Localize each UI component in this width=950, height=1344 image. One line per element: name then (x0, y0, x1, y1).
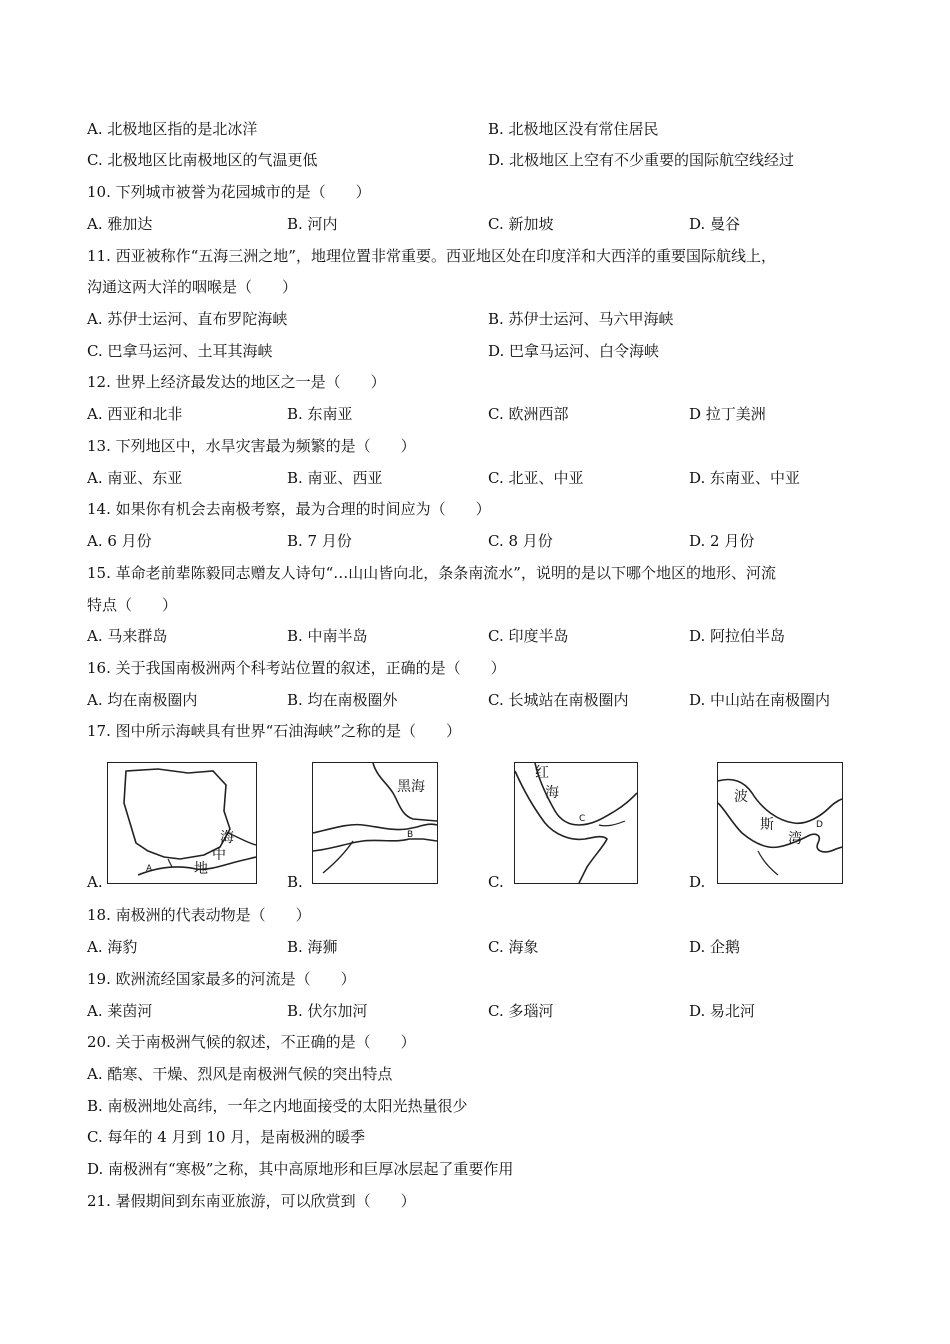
q11-option-b: B. 苏伊士运河、马六甲海峡 (488, 310, 674, 328)
q11-option-d: D. 巴拿马运河、白令海峡 (488, 342, 660, 360)
q17-map-b-cell (287, 756, 487, 891)
map-d-letter: D (816, 820, 823, 830)
q12-option-b: B. 东南亚 (287, 405, 353, 423)
q18-stem: 18. 南极洲的代表动物是（ ） (87, 906, 311, 924)
map-c-label-1: 红 (535, 765, 549, 781)
q13-option-d: D. 东南亚、中亚 (689, 469, 801, 487)
q11-option-c: C. 巴拿马运河、土耳其海峡 (87, 342, 273, 360)
map-c-label-2: 海 (545, 785, 559, 801)
q17-map-c-label: C. (488, 873, 504, 891)
q13-option-c: C. 北亚、中亚 (488, 469, 584, 487)
q11-stem-line2: 沟通这两大洋的咽喉是（ ） (87, 278, 298, 296)
q10-option-a: A. 雅加达 (87, 215, 153, 233)
map-d-label-3: 湾 (788, 831, 802, 847)
q9-option-a: A. 北极地区指的是北冰洋 (87, 120, 258, 138)
q20-option-b: B. 南极洲地处高纬，一年之内地面接受的太阳光热量很少 (87, 1097, 468, 1115)
q18-option-b: B. 海狮 (287, 938, 338, 956)
q15-option-c: C. 印度半岛 (488, 627, 569, 645)
q11-stem-line1: 11. 西亚被称作“五海三洲之地”，地理位置非常重要。西亚地区处在印度洋和大西洋的重要国际航线上， (87, 247, 776, 265)
map-b-bosporus-strait (313, 763, 437, 883)
q16-option-d: D. 中山站在南极圈内 (689, 691, 831, 709)
q9-option-d: D. 北极地区上空有不少重要的国际航空线经过 (488, 151, 795, 169)
q18-option-d: D. 企鹅 (689, 938, 741, 956)
q14-stem: 14. 如果你有机会去南极考察，最为合理的时间应为（ ） (87, 500, 491, 518)
map-d-strait-of-hormuz (718, 763, 842, 883)
q17-map-b-label: B. (287, 873, 303, 891)
q20-option-a: A. 酷寒、干燥、烈风是南极洲气候的突出特点 (87, 1065, 393, 1083)
q17-map-c-cell (488, 756, 688, 891)
q17-map-b (312, 762, 438, 884)
q17-map-options (87, 756, 867, 891)
q17-map-a (107, 762, 257, 884)
q17-map-d-label: D. (689, 873, 706, 891)
map-b-letter: B (407, 830, 414, 840)
map-a-strait-of-gibraltar (108, 763, 256, 883)
q19-option-c: C. 多瑙河 (488, 1002, 554, 1020)
q10-option-b: B. 河内 (287, 215, 338, 233)
map-c-bab-el-mandeb-strait (515, 763, 637, 883)
map-a-letter: A (146, 864, 153, 874)
q18-option-c: C. 海象 (488, 938, 539, 956)
q15-stem-line1: 15. 革命老前辈陈毅同志赠友人诗句“…山山皆向北，条条南流水”，说明的是以下哪个地区的地形、河流 (87, 564, 776, 582)
q12-option-c: C. 欧洲西部 (488, 405, 569, 423)
q13-stem: 13. 下列地区中，水旱灾害最为频繁的是（ ） (87, 437, 416, 455)
q19-option-a: A. 莱茵河 (87, 1002, 153, 1020)
q9-option-b: B. 北极地区没有常住居民 (488, 120, 659, 138)
q12-stem: 12. 世界上经济最发达的地区之一是（ ） (87, 373, 386, 391)
q10-option-c: C. 新加坡 (488, 215, 554, 233)
map-d-label-2: 斯 (760, 817, 774, 833)
q17-map-a-label: A. (87, 873, 103, 891)
q14-option-b: B. 7 月份 (287, 532, 352, 550)
q17-stem: 17. 图中所示海峡具有世界“石油海峡”之称的是（ ） (87, 722, 461, 740)
q11-option-a: A. 苏伊士运河、直布罗陀海峡 (87, 310, 288, 328)
q15-option-b: B. 中南半岛 (287, 627, 368, 645)
map-a-label-2: 中 (212, 847, 226, 863)
q14-option-c: C. 8 月份 (488, 532, 553, 550)
q20-option-d: D. 南极洲有“寒极”之称，其中高原地形和巨厚冰层起了重要作用 (87, 1160, 514, 1178)
q13-option-b: B. 南亚、西亚 (287, 469, 383, 487)
q15-stem-line2: 特点（ ） (87, 596, 178, 614)
q12-option-d: D 拉丁美洲 (689, 405, 766, 423)
q17-map-d-cell (689, 756, 889, 891)
q21-stem: 21. 暑假期间到东南亚旅游，可以欣赏到（ ） (87, 1192, 416, 1210)
q19-stem: 19. 欧洲流经国家最多的河流是（ ） (87, 970, 356, 988)
q10-stem: 10. 下列城市被誉为花园城市的是（ ） (87, 183, 371, 201)
q18-option-a: A. 海豹 (87, 938, 138, 956)
q12-option-a: A. 西亚和北非 (87, 405, 183, 423)
map-c-letter: C (579, 814, 586, 824)
q10-option-d: D. 曼谷 (689, 215, 741, 233)
map-a-label-3: 地 (194, 861, 208, 877)
q14-option-a: A. 6 月份 (87, 532, 152, 550)
q14-option-d: D. 2 月份 (689, 532, 755, 550)
q16-option-c: C. 长城站在南极圈内 (488, 691, 629, 709)
q13-option-a: A. 南亚、东亚 (87, 469, 183, 487)
q20-option-c: C. 每年的 4 月到 10 月，是南极洲的暖季 (87, 1128, 366, 1146)
q20-stem: 20. 关于南极洲气候的叙述，不正确的是（ ） (87, 1033, 416, 1051)
q15-option-d: D. 阿拉伯半岛 (689, 627, 786, 645)
q16-option-b: B. 均在南极圈外 (287, 691, 398, 709)
map-a-label-1: 海 (220, 830, 234, 846)
map-d-label-1: 波 (734, 789, 748, 805)
q16-stem: 16. 关于我国南极洲两个科考站位置的叙述，正确的是（ ） (87, 659, 506, 677)
q9-option-c: C. 北极地区比南极地区的气温更低 (87, 151, 318, 169)
q15-option-a: A. 马来群岛 (87, 627, 168, 645)
map-b-label-1: 黑海 (397, 779, 425, 795)
q17-map-a-cell (87, 756, 287, 891)
q16-option-a: A. 均在南极圈内 (87, 691, 198, 709)
q17-map-d (717, 762, 843, 884)
q17-map-c (514, 762, 638, 884)
q19-option-d: D. 易北河 (689, 1002, 756, 1020)
q19-option-b: B. 伏尔加河 (287, 1002, 368, 1020)
